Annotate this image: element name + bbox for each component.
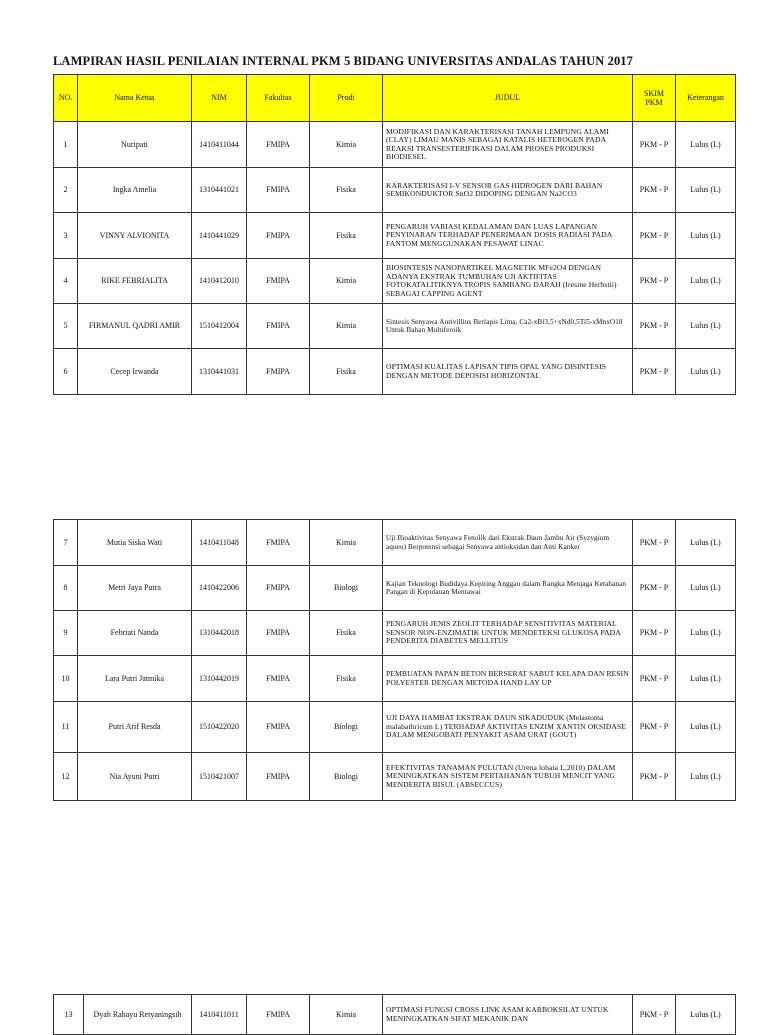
cell-no: 1: [54, 122, 78, 168]
cell-no: 13: [54, 995, 84, 1035]
cell-keterangan: Lulus (L): [676, 213, 736, 259]
cell-nim: 1510421007: [192, 753, 247, 801]
cell-fakultas: FMIPA: [247, 656, 310, 702]
cell-prodi: Fisika: [310, 611, 383, 656]
cell-keterangan: Lulus (L): [676, 122, 736, 168]
cell-keterangan: Lulus (L): [676, 702, 736, 753]
cell-skim: PKM - P: [633, 259, 676, 304]
cell-prodi: Fisika: [310, 656, 383, 702]
cell-keterangan: Lulus (L): [676, 566, 736, 611]
cell-no: 10: [54, 656, 78, 702]
cell-fakultas: FMIPA: [247, 611, 310, 656]
cell-judul: KARAKTERISASI I-V SENSOR GAS HIDROGEN DARI BAHAN SEMIKONDUKTOR SnO2 DIDOPING DENGAN Na2CO3: [383, 168, 633, 213]
table-row: [54, 122, 736, 168]
cell-nim: 1410411048: [192, 520, 247, 566]
cell-skim: PKM - P: [633, 702, 676, 753]
table-header-row: [54, 75, 736, 122]
cell-fakultas: FMIPA: [247, 702, 310, 753]
cell-prodi: Biologi: [310, 753, 383, 801]
cell-nama: Lara Putri Jatmika: [78, 656, 192, 702]
cell-nim: 1410441029: [192, 213, 247, 259]
cell-fakultas: FMIPA: [247, 304, 310, 349]
cell-no: 3: [54, 213, 78, 259]
cell-fakultas: FMIPA: [247, 259, 310, 304]
table-row: [54, 566, 736, 611]
cell-no: 6: [54, 349, 78, 395]
cell-nama: Febriati Nanda: [78, 611, 192, 656]
table-row: [54, 702, 736, 753]
cell-skim: PKM - P: [633, 520, 676, 566]
cell-prodi: Fisika: [310, 213, 383, 259]
header-judul: JUDUL: [383, 75, 633, 122]
cell-judul: PEMBUATAN PAPAN BETON BERSERAT SABUT KELAPA DAN RESIN POLYESTER DENGAN METODA HAND LAY UP: [383, 656, 633, 702]
cell-no: 12: [54, 753, 78, 801]
cell-skim: PKM - P: [633, 995, 676, 1035]
cell-nama: RIKE FEBRIALITA: [78, 259, 192, 304]
cell-keterangan: Lulus (L): [676, 656, 736, 702]
cell-nim: 1310441021: [192, 168, 247, 213]
cell-no: 7: [54, 520, 78, 566]
cell-judul: OPTIMASI KUALITAS LAPISAN TIPIS OPAL YANG DISINTESIS DENGAN METODE DEPOSISI HORIZONTAL: [383, 349, 633, 395]
cell-prodi: Fisika: [310, 168, 383, 213]
cell-skim: PKM - P: [633, 122, 676, 168]
header-no: NO.: [54, 75, 78, 122]
header-nama-ketua: Nama Ketua: [78, 75, 192, 122]
table-row: [54, 304, 736, 349]
cell-skim: PKM - P: [633, 566, 676, 611]
cell-fakultas: FMIPA: [247, 168, 310, 213]
header-keterangan: Keterangan: [676, 75, 736, 122]
cell-nama: Mutia Siska Wati: [78, 520, 192, 566]
cell-prodi: Kimia: [310, 995, 383, 1035]
cell-no: 11: [54, 702, 78, 753]
cell-nim: 1310442019: [192, 656, 247, 702]
cell-nim: 1410422006: [192, 566, 247, 611]
cell-skim: PKM - P: [633, 656, 676, 702]
cell-nama: Nia Ayuni Putri: [78, 753, 192, 801]
results-table-page-1: [53, 74, 736, 395]
cell-no: 5: [54, 304, 78, 349]
header-fakultas: Fakultas: [247, 75, 310, 122]
cell-fakultas: FMIPA: [247, 520, 310, 566]
cell-keterangan: Lulus (L): [676, 304, 736, 349]
cell-skim: PKM - P: [633, 213, 676, 259]
header-nim: NIM: [192, 75, 247, 122]
cell-skim: PKM - P: [633, 304, 676, 349]
cell-judul: BIOSINTESIS NANOPARTIKEL MAGNETIK MFe2O4 DENGAN ADANYA EKSTRAK TUMBUHAN UJI AKTIFITAS FOTOKATALITIKNYA TROPIS SAMBANG DARAH (Iresine Herbstii) SEBAGAI CAPPING AGENT: [383, 259, 633, 304]
cell-nim: 1310442018: [192, 611, 247, 656]
table-row: [54, 753, 736, 801]
results-table-page-2: [53, 519, 736, 801]
table-row: [54, 520, 736, 566]
cell-prodi: Biologi: [310, 566, 383, 611]
cell-nim: 1310441031: [192, 349, 247, 395]
cell-nama: Metri Jaya Putra: [78, 566, 192, 611]
cell-fakultas: FMIPA: [247, 566, 310, 611]
cell-no: 9: [54, 611, 78, 656]
cell-fakultas: FMIPA: [247, 122, 310, 168]
cell-keterangan: Lulus (L): [676, 259, 736, 304]
cell-nama: Dyah Rahayu Retyaningsih: [84, 995, 192, 1035]
cell-keterangan: Lulus (L): [676, 995, 736, 1035]
cell-keterangan: Lulus (L): [676, 520, 736, 566]
header-skim-pkm: SKIM PKM: [633, 75, 676, 122]
header-prodi: Prodi: [310, 75, 383, 122]
cell-fakultas: FMIPA: [247, 349, 310, 395]
cell-keterangan: Lulus (L): [676, 349, 736, 395]
cell-fakultas: FMIPA: [247, 213, 310, 259]
table-row: [54, 349, 736, 395]
cell-nama: Ingka Amelia: [78, 168, 192, 213]
cell-no: 4: [54, 259, 78, 304]
cell-skim: PKM - P: [633, 168, 676, 213]
table-row: [54, 213, 736, 259]
cell-nim: 1410411011: [192, 995, 247, 1035]
cell-judul: UJI DAYA HAMBAT EKSTRAK DAUN SIKADUDUK (Melastoma malabathricum L) TERHADAP AKTIVITAS ENZIM XANTIN OKSIDASE DALAM MENGOBATI PENYAKIT ASAM URAT (GOUT): [383, 702, 633, 753]
cell-nama: Cecep Irwanda: [78, 349, 192, 395]
cell-prodi: Kimia: [310, 122, 383, 168]
cell-prodi: Fisika: [310, 349, 383, 395]
cell-judul: Kajian Teknologi Budidaya Kepiting Anggau dalam Rangka Menjaga Ketahanan Pangan di Kepulauan Mentawai: [383, 566, 633, 611]
cell-keterangan: Lulus (L): [676, 753, 736, 801]
cell-no: 8: [54, 566, 78, 611]
cell-nama: FIRMANUL QADRI AMIR: [78, 304, 192, 349]
results-table-page-3: [53, 994, 736, 1035]
document-title: LAMPIRAN HASIL PENILAIAN INTERNAL PKM 5 BIDANG UNIVERSITAS ANDALAS TAHUN 2017: [53, 54, 634, 68]
cell-skim: PKM - P: [633, 753, 676, 801]
cell-fakultas: FMIPA: [247, 753, 310, 801]
cell-judul: PENGARUH VARIASI KEDALAMAN DAN LUAS LAPANGAN PENYINARAN TERHADAP PENERIMAAN DOSIS RADIASI PADA FANTOM MENGGUNAKAN PESAWAT LINAC: [383, 213, 633, 259]
cell-prodi: Biologi: [310, 702, 383, 753]
table-row: [54, 656, 736, 702]
cell-nama: Nuripati: [78, 122, 192, 168]
table-row: [54, 259, 736, 304]
cell-no: 2: [54, 168, 78, 213]
cell-keterangan: Lulus (L): [676, 168, 736, 213]
cell-judul: Uji Bioaktivitas Senyawa Fenolik dari Ekstrak Daun Jambu Air (Syzygium aqueu) Berpotensi sebagai Senyawa antioksidan dan Anti Kanker: [383, 520, 633, 566]
cell-skim: PKM - P: [633, 611, 676, 656]
cell-nim: 1510422020: [192, 702, 247, 753]
cell-keterangan: Lulus (L): [676, 611, 736, 656]
cell-prodi: Kimia: [310, 259, 383, 304]
cell-judul: Sintesis Senyawa Aurivillius Berlapis Lima, Ca2-xBi3,5+xNd0,5Ti5-xMnxO18 Untuk Bahan Multiferoik: [383, 304, 633, 349]
cell-judul: PENGARUH JENIS ZEOLIT TERHADAP SENSITIVITAS MATERIAL SENSOR NON-ENZIMATIK UNTUK MENDETEKSI GLUKOSA PADA PENDERITA DIABETES MELLITUS: [383, 611, 633, 656]
cell-fakultas: FMIPA: [247, 995, 310, 1035]
cell-nama: VINNY ALVIONITA: [78, 213, 192, 259]
cell-prodi: Kimia: [310, 304, 383, 349]
cell-judul: OPTIMASI FUNGSI CROSS LINK ASAM KARBOKSILAT UNTUK MENINGKATKAN SIFAT MEKANIK DAN: [383, 995, 633, 1035]
table-row: [54, 995, 736, 1035]
cell-prodi: Kimia: [310, 520, 383, 566]
cell-judul: MODIFIKASI DAN KARAKTERISASI TANAH LEMPUNG ALAMI (CLAY) LIMAU MANIS SEBAGAI KATALIS HETEROGEN PADA REAKSI TRANSESTERIFIKASI DALAM PROSES PRODUKSI BIODIESEL: [383, 122, 633, 168]
cell-judul: EFEKTIVITAS TANAMAN PULUTAN (Urena lobata L,2010) DALAM MENINGKATKAN SISTEM PERTAHANAN TUBUH MENCIT YANG MENDERITA BISUL (ABSECCUS): [383, 753, 633, 801]
cell-nim: 1410412010: [192, 259, 247, 304]
table-row: [54, 168, 736, 213]
cell-skim: PKM - P: [633, 349, 676, 395]
cell-nama: Putri Arif Resda: [78, 702, 192, 753]
cell-nim: 1410411044: [192, 122, 247, 168]
cell-nim: 1510412004: [192, 304, 247, 349]
table-row: [54, 611, 736, 656]
